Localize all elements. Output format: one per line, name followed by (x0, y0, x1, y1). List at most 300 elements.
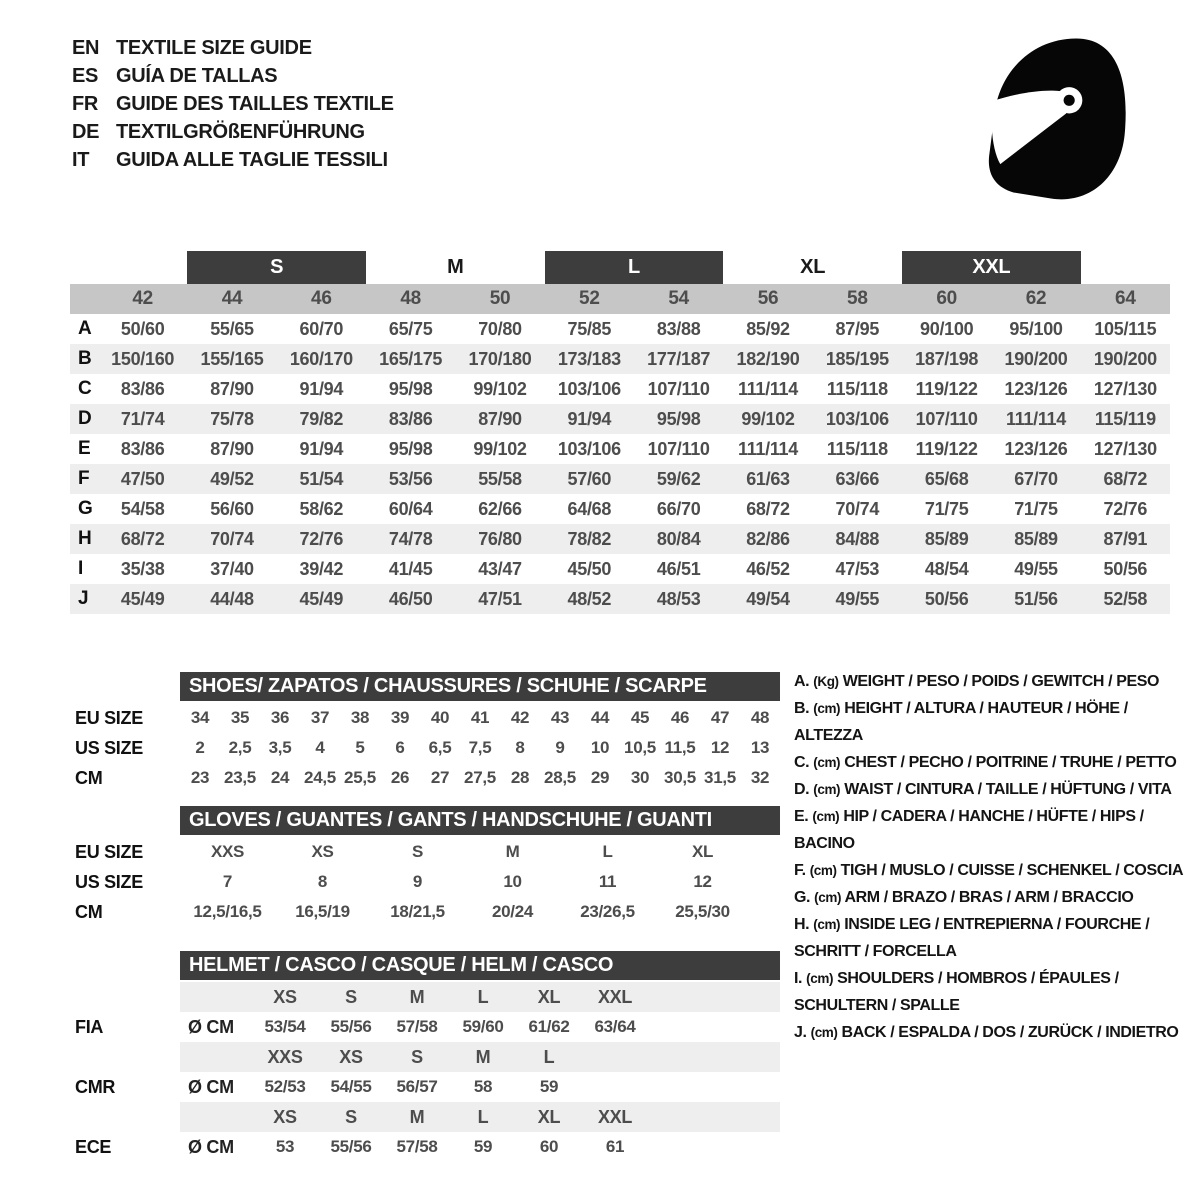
cell-value: 80/84 (656, 528, 701, 549)
table-row (70, 733, 782, 763)
cell-value: 7 (222, 872, 233, 891)
cell-value: 44 (590, 708, 610, 727)
cell-value: 119/122 (915, 438, 978, 459)
cell-value: 37/40 (210, 558, 254, 579)
language-title-line (72, 146, 394, 174)
gloves-rows (70, 837, 782, 927)
legend-text: ARM / BRAZO / BRAS / ARM / BRACCIO (844, 889, 1134, 906)
size-header-cell: L (477, 1106, 489, 1127)
size-header-cell: 54 (668, 288, 689, 309)
legend-item (794, 803, 1192, 857)
size-header-cell: M (409, 1106, 425, 1127)
fia-sizes-row (70, 982, 782, 1012)
row-cells (180, 1072, 780, 1102)
cell-value: 23 (190, 768, 210, 787)
cell-value: 119/122 (915, 378, 978, 399)
size-header-cell: S (345, 1106, 357, 1127)
cell-value: 190/200 (1004, 348, 1068, 369)
row-letter-label: J (78, 588, 89, 609)
row-label: US SIZE (75, 738, 143, 758)
legend-key: J. (794, 1024, 807, 1041)
legend-item (794, 857, 1192, 884)
cell-value: 165/175 (379, 348, 443, 369)
cell-value: 35/38 (120, 558, 165, 579)
cell-value: 36 (270, 708, 290, 727)
language-title-line (72, 90, 394, 118)
table-row (70, 494, 1170, 524)
cell-value: 46/50 (388, 588, 433, 609)
cell-value: 37 (310, 708, 330, 727)
cell-value: 27 (430, 768, 450, 787)
cell-value: 60 (539, 1137, 559, 1156)
cell-value: 85/92 (746, 318, 790, 339)
size-header-cell: M (409, 986, 425, 1007)
size-header-cell: XS (273, 1106, 297, 1127)
cell-value: S (411, 842, 424, 861)
cell-value: 76/80 (478, 528, 522, 549)
row-cells (180, 1012, 780, 1042)
legend-key: D. (794, 781, 810, 798)
cell-value: 170/180 (468, 348, 532, 369)
legend-text: HEIGHT / ALTURA / HAUTEUR / HÖHE / ALTEZZA (794, 700, 1128, 744)
cell-value: 57/60 (567, 468, 612, 489)
language-code: ES (72, 65, 99, 87)
legend-unit: (cm) (810, 1025, 838, 1040)
size-group-m: M (447, 256, 464, 278)
cmr-sizes-row (70, 1042, 782, 1072)
cell-value: 111/114 (737, 438, 798, 459)
size-header-cell: 48 (400, 288, 421, 309)
cell-value: 55/58 (478, 468, 522, 489)
cell-value: 72/76 (1103, 498, 1148, 519)
cell-value: 55/56 (330, 1137, 372, 1156)
row-cells (180, 867, 780, 897)
cell-value: 75/78 (210, 408, 254, 429)
shoes-section-header: SHOES/ ZAPATOS / CHAUSSURES / SCHUHE / SCARPE (180, 672, 780, 701)
cell-value: 71/74 (120, 408, 165, 429)
table-row (70, 897, 782, 927)
cell-value: 57/58 (396, 1137, 438, 1156)
ece-values-row (70, 1132, 782, 1162)
cell-value: 64/68 (567, 498, 612, 519)
cell-value: 56/60 (210, 498, 254, 519)
table-row (70, 344, 1170, 374)
cell-value: 99/102 (473, 378, 527, 399)
cell-value: 24 (270, 768, 290, 787)
legend-item (794, 749, 1192, 776)
cell-value: 83/86 (120, 438, 165, 459)
size-header-cell: 42 (132, 288, 153, 309)
cell-value: 59 (539, 1077, 559, 1096)
cell-value: 107/110 (647, 438, 710, 459)
cell-value: 28 (510, 768, 530, 787)
legend-text: WEIGHT / PESO / POIDS / GEWITCH / PESO (842, 673, 1160, 690)
table-row (70, 837, 782, 867)
row-label: EU SIZE (75, 842, 143, 862)
legend-unit: (Kg) (813, 674, 839, 689)
cell-value: 8 (515, 738, 525, 757)
shoes-rows (70, 703, 782, 793)
cell-value: 45/49 (299, 588, 344, 609)
cmr-values-row (70, 1072, 782, 1102)
table-row (70, 584, 1170, 614)
legend-item (794, 884, 1192, 911)
cell-value: 68/72 (1103, 468, 1148, 489)
cell-value: 51/56 (1014, 588, 1058, 609)
cell-value: XXS (210, 842, 245, 861)
cell-value: 12 (710, 738, 730, 757)
cell-value: 50/56 (1103, 558, 1148, 579)
cell-value: 58/62 (299, 498, 344, 519)
cell-value: 82/86 (746, 528, 790, 549)
cell-value: 61 (605, 1137, 625, 1156)
unit-label: Ø CM (188, 1136, 234, 1157)
table-row (70, 703, 782, 733)
cell-value: 115/119 (1094, 408, 1156, 429)
cell-value: 95/98 (656, 408, 701, 429)
guide-title: TEXTILGRÖßENFÜHRUNG (116, 121, 365, 143)
cell-value: 63/64 (594, 1017, 636, 1036)
language-title-line (72, 118, 394, 146)
cell-value: 99/102 (741, 408, 795, 429)
cell-value: 50/56 (924, 588, 969, 609)
legend-text: TIGH / MUSLO / CUISSE / SCHENKEL / COSCIA (840, 862, 1184, 879)
cell-value: 49/55 (835, 588, 880, 609)
legend-item (794, 911, 1192, 965)
cell-value: 46 (670, 708, 690, 727)
corner-spacer (70, 284, 98, 314)
cell-value: 65/68 (924, 468, 969, 489)
row-cells (180, 703, 780, 733)
cell-value: 49/52 (210, 468, 254, 489)
size-group-xxl: XXL (902, 251, 1081, 284)
cell-value: 58 (473, 1077, 493, 1096)
cell-value: 53/56 (388, 468, 433, 489)
legend-item (794, 1019, 1192, 1046)
unit-label: Ø CM (188, 1076, 234, 1097)
guide-title: GUIDA ALLE TAGLIE TESSILI (116, 149, 388, 171)
legend-key: A. (794, 673, 810, 690)
cell-value: 60/64 (388, 498, 433, 519)
cell-value: XL (691, 842, 714, 861)
helmet-size-table (70, 951, 782, 1162)
cell-value: 49/55 (1014, 558, 1058, 579)
cell-value: 67/70 (1014, 468, 1058, 489)
language-code: EN (72, 37, 100, 59)
cell-value: 123/126 (1004, 378, 1068, 399)
cell-value: 177/187 (647, 348, 711, 369)
size-header-cell: 50 (489, 288, 511, 309)
row-cells (180, 1042, 780, 1072)
cell-value: 40 (430, 708, 450, 727)
cell-value: 83/86 (388, 408, 433, 429)
row-letter-label: G (78, 498, 93, 519)
row-cells (180, 1132, 780, 1162)
row-letter-label: F (78, 468, 90, 489)
legend-text: BACK / ESPALDA / DOS / ZURÜCK / INDIETRO (841, 1024, 1179, 1041)
legend-unit: (cm) (806, 971, 834, 986)
row-cells (180, 897, 780, 927)
cell-value: 26 (390, 768, 410, 787)
size-header-cell: 58 (847, 288, 868, 309)
cell-value: 45 (630, 708, 650, 727)
legend-key: H. (794, 916, 810, 933)
guide-title: GUIDE DES TAILLES TEXTILE (116, 93, 394, 115)
cell-value: 74/78 (388, 528, 433, 549)
size-header-cell: 62 (1025, 288, 1047, 309)
size-group-xl: XL (800, 256, 826, 278)
cell-value: 48/52 (567, 588, 612, 609)
language-title-line (72, 62, 394, 90)
cell-value: 30,5 (664, 768, 696, 787)
cell-value: 59/62 (656, 468, 701, 489)
legend-text: WAIST / CINTURA / TAILLE / HÜFTUNG / VITA (844, 781, 1172, 798)
cell-value: 6,5 (428, 738, 452, 757)
size-header-cell: XXL (597, 1106, 633, 1127)
size-header-cell: XS (339, 1046, 363, 1067)
size-header-cell: XL (537, 1106, 561, 1127)
legend-item (794, 776, 1192, 803)
textile-size-table (70, 251, 1170, 614)
cell-value: XS (311, 842, 334, 861)
cell-value: 2 (195, 738, 205, 757)
table-row (70, 524, 1170, 554)
cell-value: 29 (590, 768, 610, 787)
legend-item (794, 695, 1192, 749)
cell-value: 59/60 (462, 1017, 504, 1036)
table-row (70, 374, 1170, 404)
legend-text: INSIDE LEG / ENTREPIERNA / FOURCHE / SCHRITT / FORCELLA (794, 916, 1150, 960)
size-header-cell: 56 (757, 288, 779, 309)
cell-value: 13 (750, 738, 770, 757)
cell-value: 111/114 (737, 378, 798, 399)
size-header-cell: XXS (267, 1046, 303, 1067)
shoes-size-table (70, 672, 782, 793)
cell-value: 48/53 (656, 588, 701, 609)
row-letter-label: C (78, 378, 92, 399)
cell-value: 99/102 (473, 438, 527, 459)
size-header-cell: S (411, 1046, 423, 1067)
cell-value: 61/62 (528, 1017, 570, 1036)
cell-value: 11,5 (664, 738, 696, 757)
cell-value: 42 (510, 708, 530, 727)
cell-value: 66/70 (656, 498, 701, 519)
legend-key: G. (794, 889, 811, 906)
standard-label: CMR (75, 1077, 116, 1097)
cell-value: 39 (390, 708, 410, 727)
cell-value: 20/24 (491, 902, 534, 921)
row-cells (180, 1102, 780, 1132)
cell-value: 10 (590, 738, 610, 757)
row-label: US SIZE (75, 872, 143, 892)
cell-value: 7,5 (468, 738, 492, 757)
cell-value: 27,5 (464, 768, 496, 787)
cell-value: 95/100 (1009, 318, 1063, 339)
cell-value: 11 (598, 872, 617, 891)
cell-value: 45/50 (567, 558, 612, 579)
guide-title: TEXTILE SIZE GUIDE (116, 37, 312, 59)
cell-value: 54/58 (120, 498, 165, 519)
size-header-cell: 64 (1115, 288, 1136, 309)
measurement-legend (794, 668, 1192, 1046)
cell-value: 46/51 (656, 558, 701, 579)
cell-value: 50/60 (120, 318, 165, 339)
legend-item (794, 668, 1192, 695)
measurement-rows (70, 314, 1170, 614)
cell-value: 30 (630, 768, 650, 787)
table-row (70, 763, 782, 793)
size-header-cell: L (477, 986, 489, 1007)
table-row (70, 867, 782, 897)
size-header-cell: S (345, 986, 357, 1007)
cell-value: 68/72 (746, 498, 790, 519)
cell-value: 9 (555, 738, 565, 757)
size-header-cell: L (543, 1046, 555, 1067)
table-row (70, 314, 1170, 344)
guide-title: GUÍA DE TALLAS (116, 65, 278, 87)
cell-value: 6 (395, 738, 405, 757)
cell-value: 84/88 (835, 528, 880, 549)
cell-value: 2,5 (228, 738, 252, 757)
size-group-s: S (187, 251, 366, 284)
cell-value: 31,5 (704, 768, 736, 787)
cell-value: 57/58 (396, 1017, 438, 1036)
cell-value: 105/115 (1094, 318, 1157, 339)
size-header-cell: M (475, 1046, 491, 1067)
cell-value: 23/26,5 (580, 902, 635, 921)
cell-value: 10,5 (624, 738, 656, 757)
cell-value: 150/160 (111, 348, 175, 369)
cell-value: 47/53 (835, 558, 880, 579)
cell-value: 53/54 (264, 1017, 306, 1036)
legend-key: E. (794, 808, 809, 825)
cell-value: 16,5/19 (295, 902, 350, 921)
cell-value: 23,5 (224, 768, 256, 787)
cell-value: 38 (350, 708, 370, 727)
table-row (70, 434, 1170, 464)
legend-key: F. (794, 862, 806, 879)
cell-value: 52/58 (1103, 588, 1148, 609)
cell-value: 18/21,5 (390, 902, 445, 921)
size-header-cell: 60 (936, 288, 957, 309)
racing-helmet-icon (980, 33, 1132, 203)
size-header-cell: XL (537, 986, 561, 1007)
cell-value: 70/80 (478, 318, 522, 339)
cell-value: 59 (473, 1137, 493, 1156)
legend-key: I. (794, 970, 803, 987)
gloves-section-header: GLOVES / GUANTES / GANTS / HANDSCHUHE / GUANTI (180, 806, 780, 835)
cell-value: 123/126 (1004, 438, 1068, 459)
cell-value: 3,5 (268, 738, 292, 757)
row-letter-label: H (78, 528, 92, 549)
cell-value: 185/195 (825, 348, 889, 369)
size-header-cell: 44 (221, 288, 243, 309)
legend-key: C. (794, 754, 810, 771)
cell-value: 95/98 (388, 438, 433, 459)
cell-value: 187/198 (915, 348, 979, 369)
cell-value: 87/90 (210, 438, 254, 459)
cell-value: 87/90 (210, 378, 254, 399)
unit-label: Ø CM (188, 1016, 234, 1037)
cell-value: 5 (355, 738, 365, 757)
row-letter-label: A (78, 318, 92, 339)
cell-value: 9 (412, 872, 423, 891)
row-letter-label: D (78, 408, 92, 429)
cell-value: 103/106 (557, 378, 621, 399)
cell-value: 87/91 (1103, 528, 1148, 549)
legend-text: SHOULDERS / HOMBROS / ÉPAULES / SCHULTERN / SPALLE (794, 970, 1119, 1014)
standard-label: ECE (75, 1137, 112, 1157)
cell-value: 127/130 (1093, 438, 1157, 459)
cell-value: 71/75 (1014, 498, 1058, 519)
cell-value: 115/118 (826, 378, 888, 399)
row-letter-label: B (78, 348, 92, 369)
size-group-row (70, 251, 1170, 284)
cell-value: 48/54 (924, 558, 969, 579)
cell-value: 55/56 (330, 1017, 372, 1036)
size-header-cell: 52 (579, 288, 600, 309)
cell-value: 35 (230, 708, 250, 727)
row-label: CM (75, 902, 103, 922)
cell-value: 44/48 (210, 588, 254, 609)
cell-value: 87/90 (478, 408, 522, 429)
cell-value: 41/45 (388, 558, 433, 579)
helmet-section-header: HELMET / CASCO / CASQUE / HELM / CASCO (180, 951, 780, 980)
numeric-size-header-row (70, 284, 1170, 314)
cell-value: 43 (550, 708, 570, 727)
cell-value: 32 (750, 768, 770, 787)
size-group-l: L (545, 251, 724, 284)
row-cells (180, 837, 780, 867)
cell-value: 79/82 (299, 408, 344, 429)
cell-value: 70/74 (835, 498, 880, 519)
cell-value: 83/88 (656, 318, 701, 339)
cell-value: 12 (693, 872, 712, 891)
language-code: FR (72, 93, 99, 115)
language-title-list (72, 34, 394, 174)
cell-value: 47/50 (120, 468, 165, 489)
cell-value: 49/54 (746, 588, 790, 609)
cell-value: 95/98 (388, 378, 433, 399)
gloves-size-table (70, 806, 782, 927)
legend-unit: (cm) (812, 809, 840, 824)
cell-value: 41 (470, 708, 490, 727)
cell-value: 85/89 (1014, 528, 1058, 549)
cell-value: 87/95 (835, 318, 880, 339)
legend-text: HIP / CADERA / HANCHE / HÜFTE / HIPS / BACINO (794, 808, 1144, 852)
cell-value: 45/49 (120, 588, 165, 609)
legend-item (794, 965, 1192, 1019)
cell-value: 103/106 (825, 408, 889, 429)
cell-value: 46/52 (746, 558, 790, 579)
cell-value: 68/72 (120, 528, 165, 549)
cell-value: 78/82 (567, 528, 612, 549)
row-cells (180, 733, 780, 763)
cell-value: 111/114 (1005, 408, 1066, 429)
cell-value: 25,5/30 (675, 902, 730, 921)
cell-value: 43/47 (478, 558, 522, 579)
table-row (70, 464, 1170, 494)
table-row (70, 554, 1170, 584)
cell-value: 65/75 (388, 318, 433, 339)
cell-value: 24,5 (304, 768, 336, 787)
cell-value: 28,5 (544, 768, 576, 787)
row-label: CM (75, 768, 103, 788)
cell-value: 90/100 (920, 318, 974, 339)
size-header-cell: XXL (597, 986, 633, 1007)
cell-value: 173/183 (557, 348, 621, 369)
cell-value: 103/106 (557, 438, 621, 459)
